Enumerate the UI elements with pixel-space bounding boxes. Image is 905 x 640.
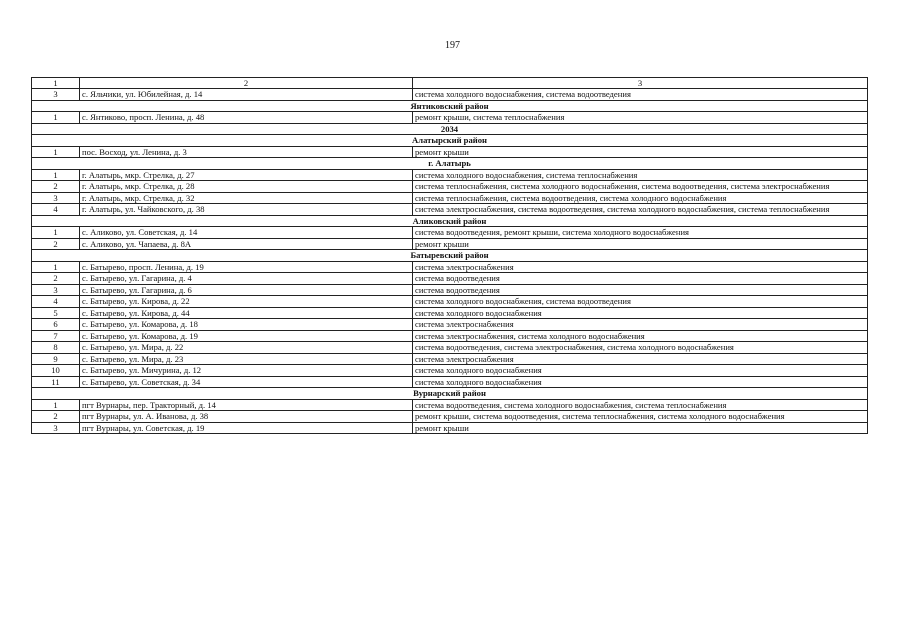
works-cell: система теплоснабжения, система холодного водоснабжения, система водоотведения, система электроснабжения bbox=[413, 181, 868, 192]
works-cell: система водоотведения, ремонт крыши, система холодного водоснабжения bbox=[413, 227, 868, 238]
table-row bbox=[32, 399, 868, 410]
section-heading: Аликовский район bbox=[32, 215, 868, 226]
works-cell: система водоотведения bbox=[413, 284, 868, 295]
address-cell: с. Яльчики, ул. Юбилейная, д. 14 bbox=[80, 89, 413, 100]
address-cell: с. Батырево, ул. Гагарина, д. 4 bbox=[80, 273, 413, 284]
section-heading-row bbox=[32, 158, 868, 169]
works-cell: система холодного водоснабжения bbox=[413, 307, 868, 318]
works-cell: система электроснабжения bbox=[413, 261, 868, 272]
row-number-cell: 7 bbox=[32, 330, 80, 341]
works-cell: система холодного водоснабжения bbox=[413, 376, 868, 387]
row-number-cell: 3 bbox=[32, 284, 80, 295]
address-cell: г. Алатырь, мкр. Стрелка, д. 32 bbox=[80, 192, 413, 203]
column-number-2: 2 bbox=[80, 78, 413, 89]
address-cell: с. Аликово, ул. Советская, д. 14 bbox=[80, 227, 413, 238]
row-number-cell: 9 bbox=[32, 353, 80, 364]
column-number-3: 3 bbox=[413, 78, 868, 89]
row-number-cell: 2 bbox=[32, 273, 80, 284]
section-heading-row bbox=[32, 135, 868, 146]
table-row bbox=[32, 376, 868, 387]
section-heading: Батыревский район bbox=[32, 250, 868, 261]
table-row bbox=[32, 169, 868, 180]
section-heading-row bbox=[32, 100, 868, 111]
row-number-cell: 6 bbox=[32, 319, 80, 330]
page-number: 197 bbox=[445, 40, 460, 51]
row-number-cell: 1 bbox=[32, 261, 80, 272]
table-row bbox=[32, 365, 868, 376]
address-cell: г. Алатырь, мкр. Стрелка, д. 27 bbox=[80, 169, 413, 180]
address-cell: с. Батырево, просп. Ленина, д. 19 bbox=[80, 261, 413, 272]
works-cell: ремонт крыши bbox=[413, 422, 868, 433]
section-heading-row bbox=[32, 215, 868, 226]
section-heading: Алатырский район bbox=[32, 135, 868, 146]
row-number-cell: 1 bbox=[32, 146, 80, 157]
address-cell: с. Батырево, ул. Гагарина, д. 6 bbox=[80, 284, 413, 295]
works-cell: ремонт крыши bbox=[413, 146, 868, 157]
table-row bbox=[32, 146, 868, 157]
works-cell: система электроснабжения bbox=[413, 319, 868, 330]
row-number-cell: 2 bbox=[32, 238, 80, 249]
row-number-cell: 2 bbox=[32, 181, 80, 192]
row-number-cell: 1 bbox=[32, 169, 80, 180]
works-cell: система водоотведения, система электроснабжения, система холодного водоснабжения bbox=[413, 342, 868, 353]
address-cell: пос. Восход, ул. Ленина, д. 3 bbox=[80, 146, 413, 157]
section-heading-row bbox=[32, 388, 868, 399]
table-row bbox=[32, 284, 868, 295]
table-row bbox=[32, 330, 868, 341]
table-row bbox=[32, 319, 868, 330]
works-table bbox=[31, 77, 868, 434]
row-number-cell: 10 bbox=[32, 365, 80, 376]
address-cell: с. Батырево, ул. Мира, д. 22 bbox=[80, 342, 413, 353]
section-heading: Вурнарский район bbox=[32, 388, 868, 399]
section-heading: г. Алатырь bbox=[32, 158, 868, 169]
table-row bbox=[32, 353, 868, 364]
works-cell: система электроснабжения bbox=[413, 353, 868, 364]
row-number-cell: 4 bbox=[32, 204, 80, 215]
address-cell: с. Батырево, ул. Комарова, д. 19 bbox=[80, 330, 413, 341]
section-heading: 2034 bbox=[32, 123, 868, 134]
works-cell: система холодного водоснабжения bbox=[413, 365, 868, 376]
works-cell: система электроснабжения, система водоотведения, система холодного водоснабжения, система теплоснабжения bbox=[413, 204, 868, 215]
address-cell: г. Алатырь, мкр. Стрелка, д. 28 bbox=[80, 181, 413, 192]
row-number-cell: 11 bbox=[32, 376, 80, 387]
row-number-cell: 3 bbox=[32, 89, 80, 100]
section-heading-row bbox=[32, 250, 868, 261]
table-row bbox=[32, 273, 868, 284]
section-heading-row bbox=[32, 123, 868, 134]
row-number-cell: 5 bbox=[32, 307, 80, 318]
works-cell: система электроснабжения, система холодного водоснабжения bbox=[413, 330, 868, 341]
works-cell: ремонт крыши bbox=[413, 238, 868, 249]
table-row bbox=[32, 411, 868, 422]
row-number-cell: 1 bbox=[32, 112, 80, 123]
works-cell: ремонт крыши, система теплоснабжения bbox=[413, 112, 868, 123]
table-row bbox=[32, 227, 868, 238]
address-cell: пгт Вурнары, ул. А. Иванова, д. 38 bbox=[80, 411, 413, 422]
row-number-cell: 8 bbox=[32, 342, 80, 353]
table-row bbox=[32, 296, 868, 307]
row-number-cell: 3 bbox=[32, 422, 80, 433]
works-cell: система холодного водоснабжения, система водоотведения bbox=[413, 89, 868, 100]
table-row bbox=[32, 181, 868, 192]
works-cell: система холодного водоснабжения, система водоотведения bbox=[413, 296, 868, 307]
table-row bbox=[32, 342, 868, 353]
address-cell: с. Батырево, ул. Кирова, д. 22 bbox=[80, 296, 413, 307]
address-cell: с. Батырево, ул. Мира, д. 23 bbox=[80, 353, 413, 364]
works-cell: ремонт крыши, система водоотведения, система теплоснабжения, система холодного водоснабжения bbox=[413, 411, 868, 422]
table-row bbox=[32, 204, 868, 215]
table-header-row bbox=[32, 78, 868, 89]
row-number-cell: 4 bbox=[32, 296, 80, 307]
row-number-cell: 3 bbox=[32, 192, 80, 203]
works-cell: система водоотведения bbox=[413, 273, 868, 284]
table-row bbox=[32, 238, 868, 249]
address-cell: пгт Вурнары, ул. Советская, д. 19 bbox=[80, 422, 413, 433]
address-cell: пгт Вурнары, пер. Тракторный, д. 14 bbox=[80, 399, 413, 410]
section-heading: Янтиковский район bbox=[32, 100, 868, 111]
row-number-cell: 1 bbox=[32, 227, 80, 238]
address-cell: г. Алатырь, ул. Чайковского, д. 38 bbox=[80, 204, 413, 215]
address-cell: с. Батырево, ул. Кирова, д. 44 bbox=[80, 307, 413, 318]
works-cell: система водоотведения, система холодного водоснабжения, система теплоснабжения bbox=[413, 399, 868, 410]
works-cell: система холодного водоснабжения, система теплоснабжения bbox=[413, 169, 868, 180]
address-cell: с. Батырево, ул. Советская, д. 34 bbox=[80, 376, 413, 387]
row-number-cell: 2 bbox=[32, 411, 80, 422]
table-row bbox=[32, 112, 868, 123]
row-number-cell: 1 bbox=[32, 399, 80, 410]
table-row bbox=[32, 192, 868, 203]
table-row bbox=[32, 261, 868, 272]
column-number-1: 1 bbox=[32, 78, 80, 89]
address-cell: с. Аликово, ул. Чапаева, д. 8А bbox=[80, 238, 413, 249]
address-cell: с. Батырево, ул. Мичурина, д. 12 bbox=[80, 365, 413, 376]
works-cell: система теплоснабжения, система водоотведения, система холодного водоснабжения bbox=[413, 192, 868, 203]
table-row bbox=[32, 307, 868, 318]
address-cell: с. Батырево, ул. Комарова, д. 18 bbox=[80, 319, 413, 330]
address-cell: с. Янтиково, просп. Ленина, д. 48 bbox=[80, 112, 413, 123]
table-row bbox=[32, 89, 868, 100]
table-row bbox=[32, 422, 868, 433]
